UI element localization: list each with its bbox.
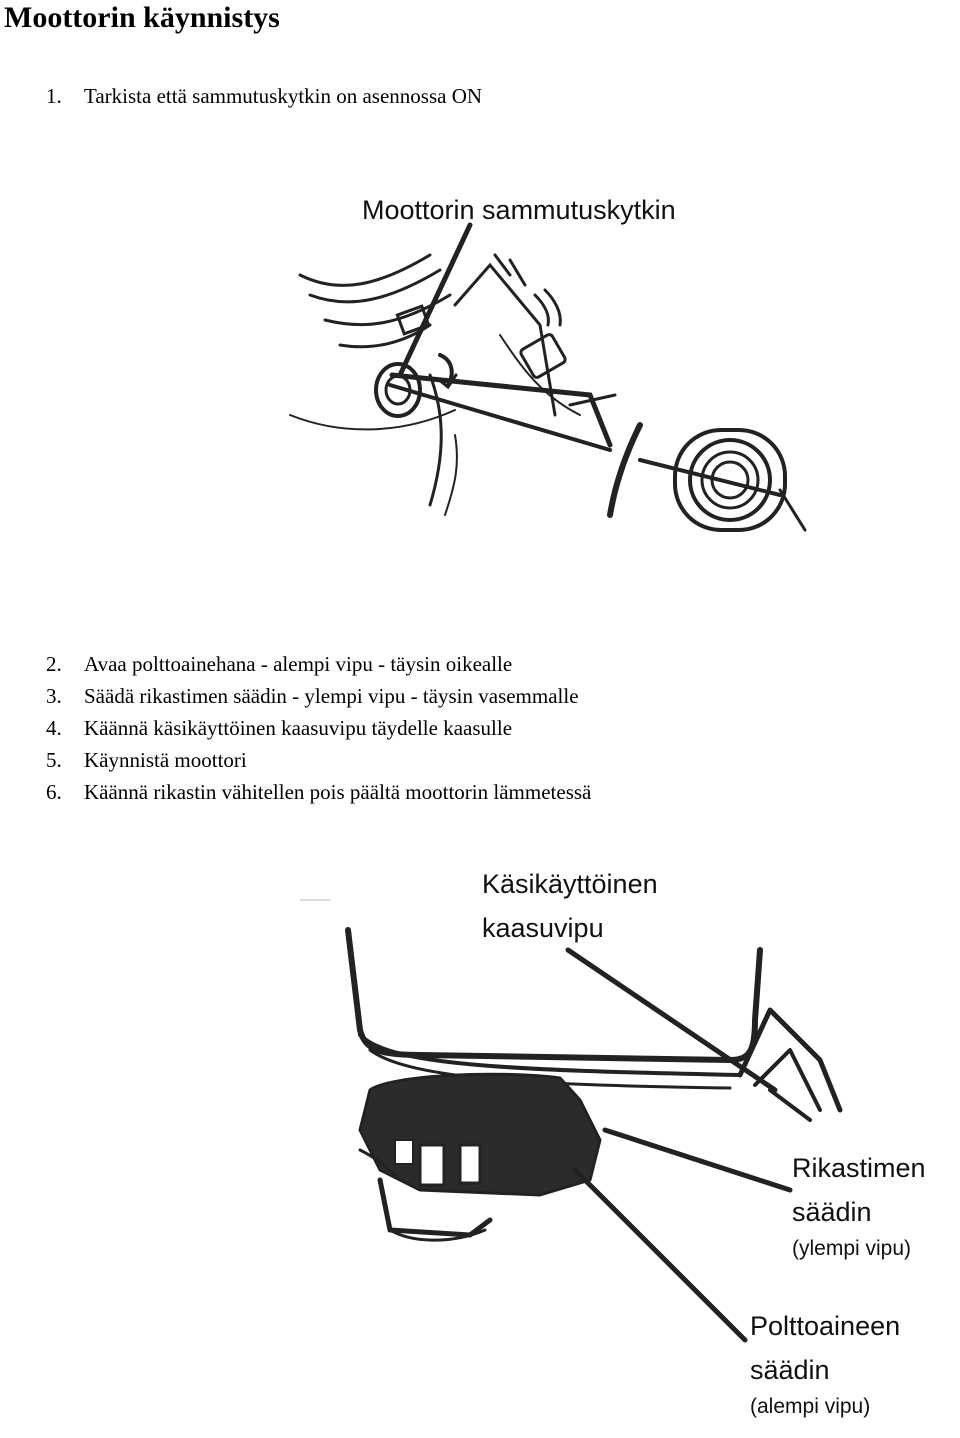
step-1 xyxy=(46,84,482,108)
kill-switch-illustration xyxy=(280,185,820,555)
step-text: Käännä rikastin vähitellen pois päältä moottorin lämmetessä xyxy=(84,780,592,804)
step-4 xyxy=(46,716,512,740)
step-number: 1. xyxy=(46,84,62,108)
fuel-callout-line1: Polttoaineen xyxy=(750,1311,901,1341)
page-title: Moottorin käynnistys xyxy=(4,1,280,34)
kill-switch-drawing xyxy=(280,185,820,555)
step-number: 6. xyxy=(46,780,62,804)
step-number: 3. xyxy=(46,684,62,708)
throttle-callout-line1: Käsikäyttöinen xyxy=(482,869,658,899)
fuel-callout-line3: (alempi vipu) xyxy=(750,1395,871,1418)
choke-callout-line2: säädin xyxy=(792,1197,872,1227)
step-6 xyxy=(46,780,591,804)
levers-illustration xyxy=(300,850,960,1433)
throttle-callout-line2: kaasuvipu xyxy=(482,913,604,943)
step-text: Käynnistä moottori xyxy=(84,748,247,772)
fuel-callout-line2: säädin xyxy=(750,1355,830,1385)
step-5 xyxy=(46,748,247,772)
step-text: Käännä käsikäyttöinen kaasuvipu täydelle kaasulle xyxy=(84,716,513,740)
kill-switch-callout: Moottorin sammutuskytkin xyxy=(362,195,676,225)
step-text: Tarkista että sammutuskytkin on asennossa ON xyxy=(84,84,483,108)
step-number: 4. xyxy=(46,716,62,740)
step-text: Säädä rikastimen säädin - ylempi vipu - täysin vasemmalle xyxy=(84,684,579,708)
step-number: 5. xyxy=(46,748,62,772)
step-3 xyxy=(46,684,579,708)
step-text: Avaa polttoainehana - alempi vipu - täysin oikealle xyxy=(84,652,513,676)
choke-callout-line3: (ylempi vipu) xyxy=(792,1237,912,1260)
choke-callout-line1: Rikastimen xyxy=(792,1153,926,1183)
step-number: 2. xyxy=(46,652,62,676)
step-2 xyxy=(46,652,512,676)
